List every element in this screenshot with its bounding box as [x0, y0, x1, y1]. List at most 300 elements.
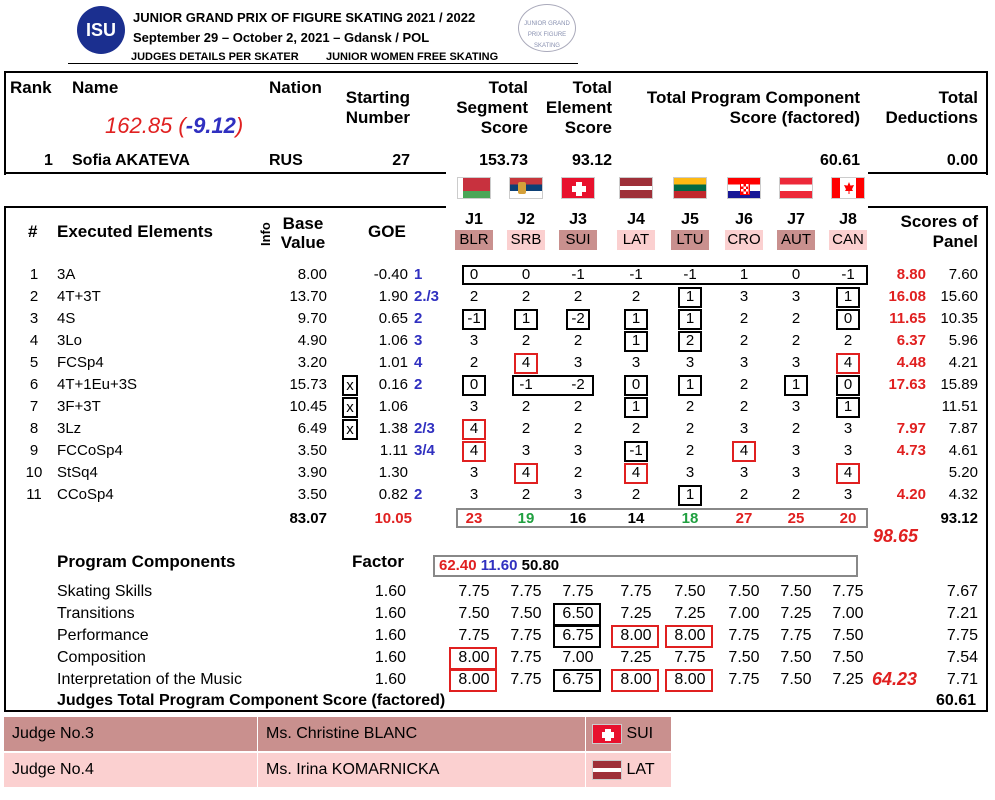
highlight-box	[462, 419, 486, 440]
judge-goe-total: 20	[839, 510, 857, 527]
judge-goe-mark: 3	[469, 486, 479, 503]
pcs-header: Total Program Component Score (factored)	[646, 88, 860, 127]
judge-number-2: J2	[517, 211, 535, 228]
judge-goe-mark: 1	[739, 266, 749, 283]
flag-ltu-icon	[673, 177, 707, 199]
judge-goe-mark: 3	[685, 354, 695, 371]
element-code: 4T+1Eu+3S	[57, 376, 138, 393]
judge-goe-mark: 3	[521, 442, 531, 459]
judge-info-row-2	[4, 753, 672, 787]
judge-goe-mark: 2	[631, 288, 641, 305]
judge-goe-mark: 2	[843, 332, 853, 349]
highlight-box	[462, 309, 486, 330]
judge-info-label: Judge No.3	[4, 717, 258, 751]
element-base-value: 3.90	[297, 464, 327, 481]
element-number: 3	[29, 310, 39, 327]
element-number: 10	[25, 464, 43, 481]
judge-goe-mark: 3	[791, 288, 801, 305]
judge-component-mark: 7.75	[458, 627, 490, 644]
judge-component-mark: 7.75	[510, 583, 542, 600]
judge-goe-mark: 3	[843, 420, 853, 437]
summary-rule-right	[868, 172, 988, 174]
element-panel-score: 15.60	[940, 288, 978, 305]
element-base-value: 3.50	[297, 486, 327, 503]
judge-country-7: AUT	[777, 230, 815, 250]
judge-goe-mark: 1	[631, 332, 641, 349]
highlight-box	[836, 375, 860, 396]
highlight-box	[784, 375, 808, 396]
judge-goe-mark: -1	[841, 266, 855, 283]
component-name: Transitions	[57, 605, 135, 622]
judge-goe-mark: 2	[791, 332, 801, 349]
judge-component-mark: 7.75	[620, 583, 652, 600]
score-annotation-total: 162.85	[105, 113, 173, 138]
element-number: 6	[29, 376, 39, 393]
highlight-box	[624, 441, 648, 462]
element-red-score: 16.08	[888, 288, 926, 305]
skater-nation: RUS	[269, 152, 303, 169]
element-base-value: 6.49	[297, 420, 327, 437]
element-note: 3/4	[414, 442, 435, 459]
component-highlight-box	[611, 669, 659, 692]
judge-country-8: CAN	[829, 230, 867, 250]
element-info-mark: x	[342, 419, 358, 440]
judge-goe-mark: 0	[469, 376, 479, 393]
score-annotation: 162.85 (-9.12)	[105, 113, 244, 138]
col-info-header: Info	[258, 222, 273, 246]
element-info-mark: x	[342, 397, 358, 418]
component-factor: 1.60	[374, 583, 406, 600]
judge-goe-mark: 1	[685, 376, 695, 393]
judge-goe-mark: 4	[521, 354, 531, 371]
judge-goe-mark: 3	[843, 486, 853, 503]
judge-goe-mark: 3	[573, 486, 583, 503]
element-goe: -0.40	[373, 266, 408, 283]
judge-goe-mark: 1	[685, 310, 695, 327]
judge-goe-mark: 3	[573, 442, 583, 459]
highlight-box	[624, 397, 648, 418]
judge-goe-mark: 2	[739, 486, 749, 503]
element-goe: 1.90	[378, 288, 408, 305]
col-base-header: Base Value	[280, 214, 326, 252]
judge-info-row-1	[4, 717, 672, 751]
element-red-score: 4.73	[896, 442, 926, 459]
skater-tes: 93.12	[571, 152, 612, 169]
judge-component-mark: 7.75	[510, 671, 542, 688]
element-number: 1	[29, 266, 39, 283]
judge-goe-mark: 4	[843, 354, 853, 371]
judge-goe-mark: 0	[631, 376, 641, 393]
judge-number-3: J3	[569, 211, 587, 228]
judge-goe-mark: -1	[571, 266, 585, 283]
judge-goe-mark: 2	[685, 332, 695, 349]
judge-goe-mark: 2	[791, 420, 801, 437]
judge-goe-mark: 2	[469, 288, 479, 305]
judge-number-6: J6	[735, 211, 753, 228]
judge-goe-mark: 4	[843, 464, 853, 481]
judge-goe-mark: 0	[521, 266, 531, 283]
judge-country-5: LTU	[671, 230, 709, 250]
judge-goe-mark: 3	[469, 398, 479, 415]
judge-component-mark: 7.50	[832, 627, 864, 644]
element-number: 8	[29, 420, 39, 437]
element-base-value: 15.73	[289, 376, 327, 393]
judge-goe-mark: -1	[629, 442, 643, 459]
component-panel-score: 7.54	[946, 649, 978, 666]
judge-component-mark: 7.50	[780, 671, 812, 688]
judge-goe-mark: 0	[843, 376, 853, 393]
judge-goe-mark: 2	[791, 486, 801, 503]
element-base-value: 4.90	[297, 332, 327, 349]
element-code: FCCoSp4	[57, 442, 123, 459]
component-name: Interpretation of the Music	[57, 671, 242, 688]
skater-tss: 153.73	[479, 152, 528, 169]
tss-header: Total Segment Score	[456, 78, 528, 137]
judge-number-8: J8	[839, 211, 857, 228]
element-note: 2	[414, 376, 423, 393]
element-panel-score: 7.87	[948, 420, 978, 437]
element-code: 4T+3T	[57, 288, 101, 305]
judge-goe-total: 14	[627, 510, 645, 527]
summary-rule-left	[4, 172, 446, 174]
isu-logo: ISU	[77, 6, 125, 54]
judge-component-mark: 7.50	[728, 583, 760, 600]
judge-goe-mark: 0	[791, 266, 801, 283]
judge-component-mark: 7.75	[728, 671, 760, 688]
highlight-box	[836, 287, 860, 308]
judge-goe-mark: 4	[631, 464, 641, 481]
judge-goe-mark: -2	[571, 376, 585, 393]
highlight-box	[566, 309, 590, 330]
pc-total-label: Judges Total Program Component Score (factored)	[57, 692, 446, 709]
judge-goe-mark: 2	[573, 464, 583, 481]
score-annotation-diff: -9.12	[185, 113, 236, 138]
component-panel-score: 7.67	[946, 583, 978, 600]
total-panel-score: 93.12	[940, 510, 978, 527]
element-code: 3F+3T	[57, 398, 101, 415]
element-base-value: 3.50	[297, 442, 327, 459]
judge-goe-mark: 4	[521, 464, 531, 481]
highlight-box	[678, 309, 702, 330]
element-code: StSq4	[57, 464, 98, 481]
judge-component-mark: 7.50	[780, 649, 812, 666]
judge-goe-mark: 3	[631, 354, 641, 371]
judge-component-mark: 7.25	[832, 671, 864, 688]
component-factor: 1.60	[374, 649, 406, 666]
judge-component-mark: 6.50	[562, 605, 594, 622]
judge-component-mark: 8.00	[620, 627, 652, 644]
component-name: Composition	[57, 649, 146, 666]
judge-goe-mark: 2	[631, 486, 641, 503]
judge-info-name: Ms. Irina KOMARNICKA	[258, 753, 586, 787]
deductions-header: Total Deductions	[885, 88, 978, 127]
tes-header: Total Element Score	[545, 78, 612, 137]
judge-goe-mark: 2	[573, 332, 583, 349]
start-number-header: Starting Number	[345, 88, 410, 127]
judge-goe-mark: 3	[791, 398, 801, 415]
judge-component-mark: 7.50	[674, 583, 706, 600]
component-highlight-box	[553, 603, 601, 626]
judge-component-mark: 7.25	[620, 605, 652, 622]
element-panel-score: 15.89	[940, 376, 978, 393]
element-code: 3Lo	[57, 332, 83, 349]
judge-number-4: J4	[627, 211, 645, 228]
highlight-box	[514, 463, 538, 484]
component-highlight-box	[611, 625, 659, 648]
element-goe: 0.65	[378, 310, 408, 327]
element-goe: 1.30	[378, 464, 408, 481]
highlight-box	[462, 441, 486, 462]
judge-goe-mark: 2	[521, 398, 531, 415]
judge-goe-mark: 3	[739, 354, 749, 371]
judge-component-mark: 7.75	[510, 627, 542, 644]
judge-component-mark: 7.75	[832, 583, 864, 600]
component-highlight-box	[449, 669, 497, 692]
col-num-header: #	[28, 222, 38, 241]
element-number: 7	[29, 398, 39, 415]
highlight-box	[678, 485, 702, 506]
judge-goe-mark: 2	[739, 398, 749, 415]
element-number: 2	[29, 288, 39, 305]
element-note: 2/3	[414, 420, 435, 437]
judge-component-mark: 7.75	[458, 583, 490, 600]
component-factor: 1.60	[374, 627, 406, 644]
judge-info-nation-cell: LAT	[586, 753, 672, 787]
judge-goe-mark: 1	[685, 486, 695, 503]
judge-component-mark: 7.25	[620, 649, 652, 666]
flag-cro-icon	[727, 177, 761, 199]
judge-goe-mark: 2	[685, 442, 695, 459]
judge-goe-total: 27	[735, 510, 753, 527]
event-dates: September 29 – October 2, 2021 – Gdansk / POL	[133, 30, 430, 45]
judge-component-mark: 7.50	[458, 605, 490, 622]
judge-goe-mark: 2	[685, 398, 695, 415]
pc-title: Program Components	[57, 552, 236, 571]
element-panel-score: 7.60	[948, 266, 978, 283]
highlight-box	[624, 331, 648, 352]
flag-sui-icon	[561, 177, 595, 199]
judges-details-label: JUDGES DETAILS PER SKATER	[127, 51, 303, 63]
judge-goe-total: 18	[681, 510, 699, 527]
judge-component-mark: 7.50	[780, 583, 812, 600]
judge-goe-mark: 3	[739, 464, 749, 481]
pc-factor-header: Factor	[352, 552, 404, 571]
judge-goe-mark: 3	[791, 464, 801, 481]
total-goe: 10.05	[374, 510, 412, 527]
judge-goe-mark: 2	[521, 420, 531, 437]
judge-goe-mark: -1	[629, 266, 643, 283]
element-red-score: 4.48	[896, 354, 926, 371]
highlight-box	[836, 463, 860, 484]
component-highlight-box	[665, 669, 713, 692]
nation-header: Nation	[269, 78, 322, 97]
skater-start: 27	[392, 152, 410, 169]
judge-goe-mark: 3	[739, 420, 749, 437]
judge-goe-mark: 3	[843, 442, 853, 459]
element-note: 2	[414, 310, 423, 327]
element-goe: 0.82	[378, 486, 408, 503]
element-red-score: 17.63	[888, 376, 926, 393]
element-base-value: 9.70	[297, 310, 327, 327]
element-red-score: 8.80	[896, 266, 926, 283]
judge-goe-mark: 4	[469, 442, 479, 459]
component-panel-score: 7.21	[946, 605, 978, 622]
judge-component-mark: 7.75	[562, 583, 594, 600]
highlight-box	[514, 353, 538, 374]
element-panel-score: 4.61	[948, 442, 978, 459]
name-header: Name	[72, 78, 119, 97]
judge-goe-mark: 2	[521, 332, 531, 349]
element-red-score: 6.37	[896, 332, 926, 349]
element-base-value: 8.00	[297, 266, 327, 283]
judge-goe-mark: 0	[469, 266, 479, 283]
element-red-score: 11.65	[889, 310, 926, 327]
highlight-box	[732, 441, 756, 462]
element-info-mark: x	[342, 375, 358, 396]
judge-component-mark: 7.00	[832, 605, 864, 622]
element-panel-score: 4.32	[948, 486, 978, 503]
judge-totals-box	[456, 508, 868, 528]
highlight-box	[836, 397, 860, 418]
judge-country-3: SUI	[559, 230, 597, 250]
judge-goe-mark: 2	[521, 288, 531, 305]
element-goe: 0.16	[378, 376, 408, 393]
judge-country-2: SRB	[507, 230, 545, 250]
element-panel-score: 10.35	[940, 310, 978, 327]
judge-goe-total: 25	[787, 510, 805, 527]
judge-goe-mark: 1	[791, 376, 801, 393]
judge-component-mark: 7.50	[510, 605, 542, 622]
judge-goe-mark: 1	[843, 398, 853, 415]
element-red-score: 4.20	[896, 486, 926, 503]
element-number: 9	[29, 442, 39, 459]
judge-goe-total: 16	[569, 510, 587, 527]
element-goe: 1.11	[379, 442, 408, 459]
judge-component-mark: 7.75	[728, 627, 760, 644]
component-factor: 1.60	[374, 671, 406, 688]
highlight-box	[836, 309, 860, 330]
element-code: 3Lz	[57, 420, 82, 437]
skater-deductions: 0.00	[946, 152, 978, 169]
pc-subtotal-a: 62.40	[439, 557, 477, 574]
element-code: FCSp4	[57, 354, 104, 371]
judge-goe-mark: 2	[469, 354, 479, 371]
element-note: 2./3	[414, 288, 440, 305]
flag-aut-icon	[779, 177, 813, 199]
highlight-box	[462, 375, 486, 396]
judge-goe-mark: 2	[573, 398, 583, 415]
judge-goe-mark: 2	[791, 310, 801, 327]
component-name: Performance	[57, 627, 149, 644]
judge-component-mark: 7.75	[510, 649, 542, 666]
element-note: 2	[414, 486, 423, 503]
judge-goe-total: 23	[465, 510, 483, 527]
component-panel-score: 7.75	[946, 627, 978, 644]
highlight-box	[678, 375, 702, 396]
col-elem-header: Executed Elements	[57, 222, 213, 241]
judge-component-mark: 7.00	[562, 649, 594, 666]
judge-goe-mark: 2	[739, 332, 749, 349]
judge-goe-mark: 2	[573, 288, 583, 305]
element-code: 3A	[57, 266, 76, 283]
judge-goe-mark: 3	[791, 442, 801, 459]
flag-lat-icon	[592, 760, 622, 780]
judge-goe-mark: 3	[573, 354, 583, 371]
judge-goe-mark: 2	[631, 420, 641, 437]
skater-name: Sofia AKATEVA	[72, 152, 190, 169]
judge-component-mark: 7.25	[780, 605, 812, 622]
highlight-box	[678, 287, 702, 308]
component-highlight-box	[449, 647, 497, 670]
element-base-value: 3.20	[297, 354, 327, 371]
judge-goe-mark: -1	[683, 266, 697, 283]
judge-number-7: J7	[787, 211, 805, 228]
judge-component-mark: 7.25	[674, 605, 706, 622]
judge-goe-mark: 3	[685, 464, 695, 481]
judge-goe-mark: -1	[467, 310, 481, 327]
flag-lat-icon	[619, 177, 653, 199]
judge-component-mark: 6.75	[562, 671, 594, 688]
judge-goe-mark: 1	[631, 398, 641, 415]
highlight-box	[624, 375, 648, 396]
flag-blr-icon	[457, 177, 491, 199]
element-number: 4	[29, 332, 39, 349]
pc-subtotals	[439, 557, 559, 574]
pc-total-value: 60.61	[935, 692, 976, 709]
element-panel-score: 5.96	[948, 332, 978, 349]
judge-component-mark: 7.75	[780, 627, 812, 644]
judge-goe-mark: 3	[469, 332, 479, 349]
judge-goe-mark: 4	[469, 420, 479, 437]
component-factor: 1.60	[374, 605, 406, 622]
judge-component-mark: 7.50	[728, 649, 760, 666]
highlight-box	[624, 463, 648, 484]
col-goe-header: GOE	[368, 222, 406, 241]
judge-goe-mark: 1	[685, 288, 695, 305]
judge-goe-mark: 1	[631, 310, 641, 327]
category-label: JUNIOR WOMEN FREE SKATING	[322, 51, 502, 63]
highlight-box	[624, 309, 648, 330]
element-note: 3	[414, 332, 423, 349]
judge-component-mark: 7.75	[674, 649, 706, 666]
judge-country-4: LAT	[617, 230, 655, 250]
judge-goe-mark: 3	[791, 354, 801, 371]
element-base-value: 13.70	[289, 288, 327, 305]
judge-goe-mark: -1	[519, 376, 533, 393]
judge-component-mark: 8.00	[620, 671, 652, 688]
highlight-box	[678, 331, 702, 352]
judge-component-mark: 8.00	[458, 671, 490, 688]
highlight-box	[836, 353, 860, 374]
total-red-score: 98.65	[873, 526, 919, 546]
goe-box-row1	[462, 265, 868, 285]
element-note: 4	[414, 354, 423, 371]
flag-srb-icon	[509, 177, 543, 199]
element-number: 11	[26, 486, 42, 503]
highlight-box	[514, 309, 538, 330]
judge-country-1: BLR	[455, 230, 493, 250]
judge-goe-mark: 2	[739, 310, 749, 327]
element-goe: 1.06	[378, 332, 408, 349]
judge-component-mark: 7.00	[728, 605, 760, 622]
element-note: 1	[414, 266, 423, 283]
judge-goe-mark: -2	[571, 310, 585, 327]
element-red-score: 7.97	[896, 420, 926, 437]
pc-total-red: 64.23	[872, 669, 918, 689]
element-panel-score: 5.20	[948, 464, 978, 481]
element-goe: 1.06	[378, 398, 408, 415]
element-number: 5	[29, 354, 39, 371]
